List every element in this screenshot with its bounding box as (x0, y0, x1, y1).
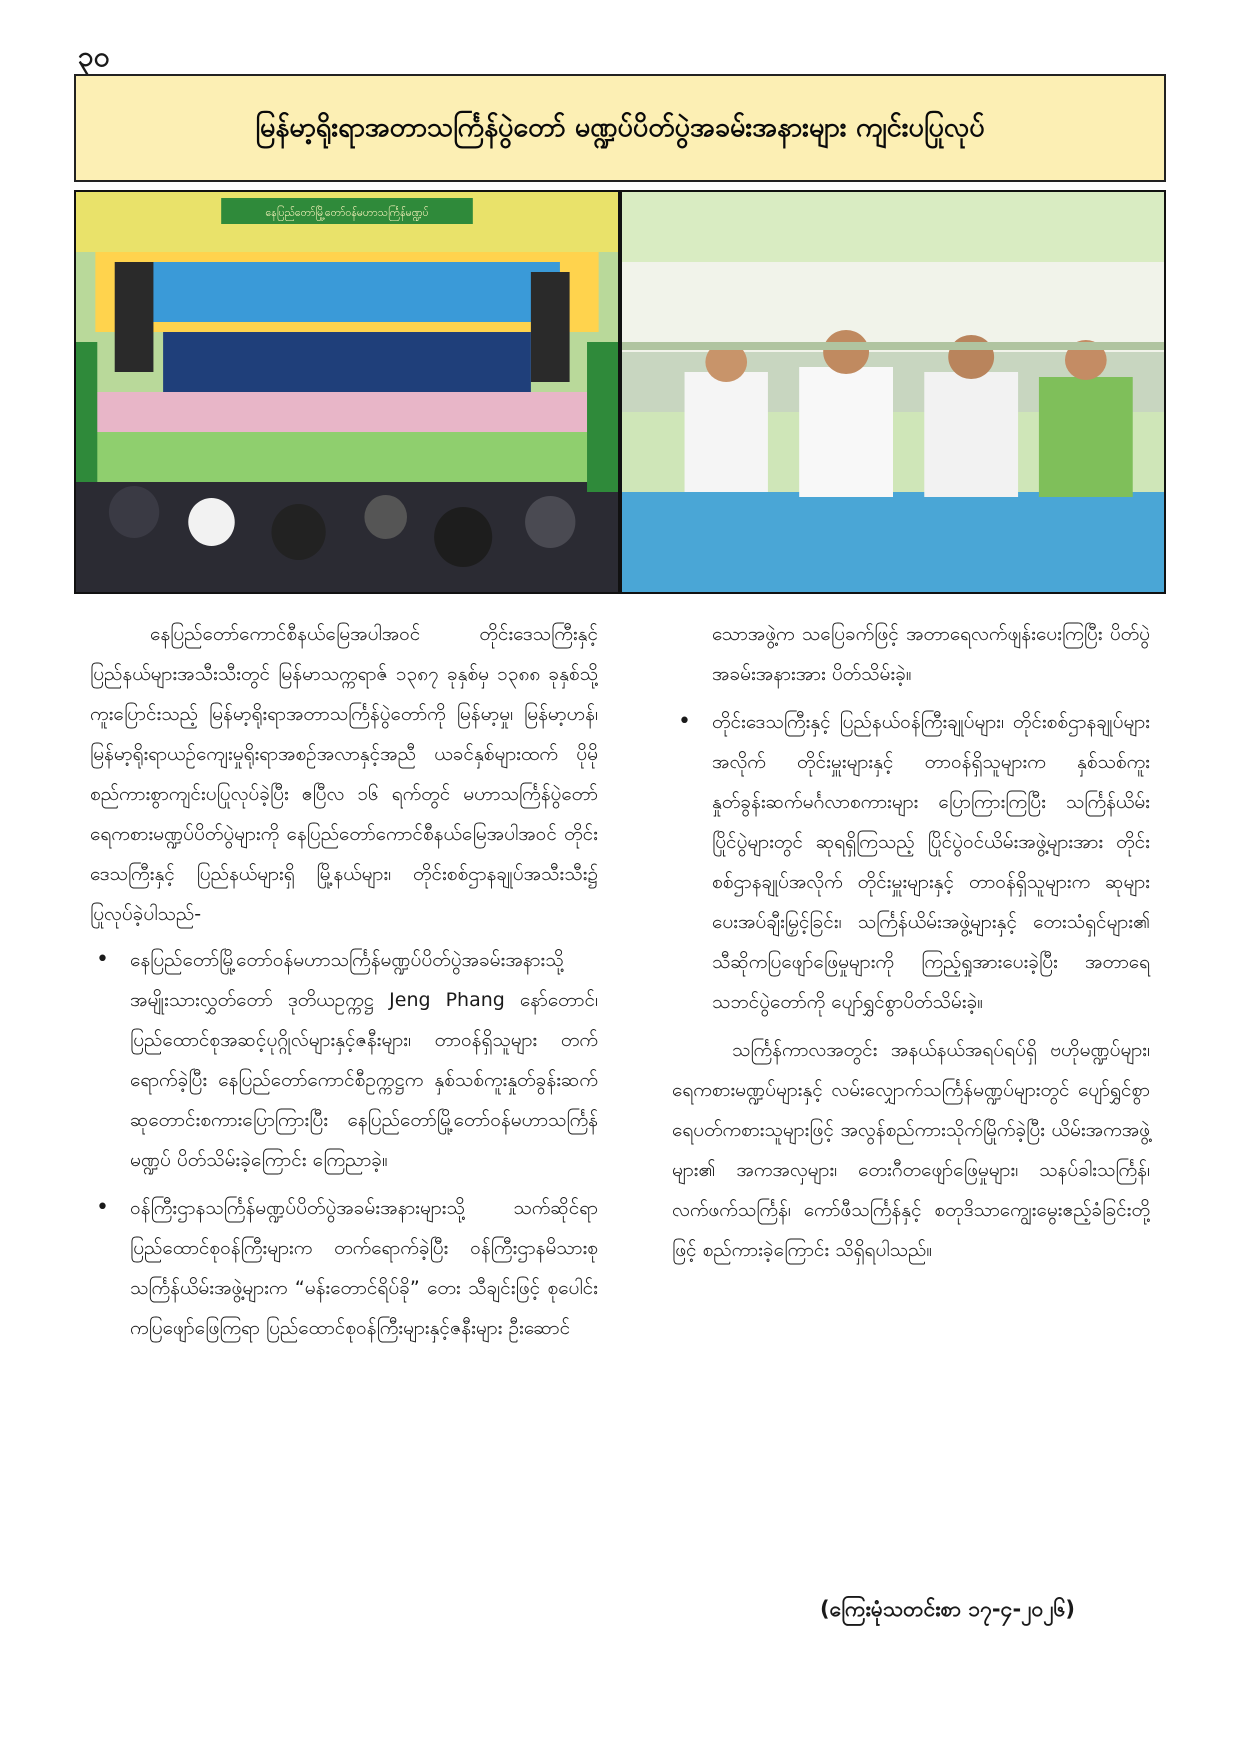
source-credit: (ကြေးမုံသတင်းစာ ၁၇-၄-၂၀၂၆) (820, 1597, 1076, 1621)
closing-paragraph: သင်္ကြန်ကာလအတွင်း အနယ်နယ်အရပ်ရပ်ရှိ ဗဟိုမဏ္ဍပ်များ၊ ရေကစားမဏ္ဍပ်များနှင့် လမ်းလျှောက်သင်္ကြန်မဏ္ဍပ်များတွင် ပျော်ရွှင်စွာ ရေပတ်ကစားသူများဖြင့် အလွန်စည်ကားသိုက်မြိုက်ခဲ့ပြီး ယိမ်းအကအဖွဲ့များ၏ အကအလှများ၊ တေးဂီတဖျော်ဖြေမှုများ၊ သနပ်ခါးသင်္ကြန်၊ လက်ဖက်သင်္ကြန်၊ ကော်ဖီသင်္ကြန်နှင့် စတုဒိသာကျွေးမွေးဧည့်ခံခြင်းတို့ဖြင့် စည်ကားခဲ့ကြောင်း သိရှိရပါသည်။ (672, 1039, 1150, 1261)
headline: မြန်မာ့ရိုးရာအတာသင်္ကြန်ပွဲတော် မဏ္ဍပ်ပိတ်ပွဲအခမ်းအနားများ ကျင်းပပြုလုပ် (255, 112, 985, 144)
officials-seated-photo (622, 192, 1164, 592)
officials-photo-illustration (622, 192, 1164, 592)
headline-box (74, 74, 1166, 182)
bullet-ministry-closing: • ဝန်ကြီးဌာနသင်္ကြန်မဏ္ဍပ်ပိတ်ပွဲအခမ်းအနားများသို့ သက်ဆိုင်ရာပြည်ထောင်စုဝန်ကြီးများက တက်ရောက်ခဲ့ပြီး ဝန်ကြီးဌာနမိသားစု သင်္ကြန်ယိမ်းအဖွဲ့များက “မန်းတောင်ရိပ်ခို” တေး သီချင်းဖြင့် စုပေါင်းကပြဖျော်ဖြေကြရာ ပြည်ထောင်စုဝန်ကြီးများနှင့်ဇနီးများ ဦးဆောင် (90, 1188, 598, 1348)
festival-stage-photo (76, 192, 618, 592)
bullet-regions-closing: • တိုင်းဒေသကြီးနှင့် ပြည်နယ်ဝန်ကြီးချုပ်များ၊ တိုင်းစစ်ဌာနချုပ်များအလိုက် တိုင်းမှူးများနှင့် တာဝန်ရှိသူများက နှစ်သစ်ကူးနှုတ်ခွန်းဆက်မင်္ဂလာစကားများ ပြောကြားကြပြီး သင်္ကြန်ယိမ်းပြိုင်ပွဲများတွင် ဆုရရှိကြသည့် ပြိုင်ပွဲဝင်ယိမ်းအဖွဲ့များအား တိုင်းစစ်ဌာနချုပ်အလိုက် တိုင်းမှူးများနှင့် တာဝန်ရှိသူများက ဆုများပေးအပ်ချီးမြှင့်ခြင်း၊ သင်္ကြန်ယိမ်းအဖွဲ့များနှင့် တေးသံရှင်များ၏ သီဆိုကပြဖျော်ဖြေမှုများကို ကြည့်ရှုအားပေးခဲ့ပြီး အတာရေသဘင်ပွဲတော်ကို ပျော်ရွှင်စွာပိတ်သိမ်းခဲ့။ (672, 702, 1150, 1022)
stage-banner-text: နေပြည်တော်မြို့တော်ဝန်မဟာသင်္ကြန်မဏ္ဍပ် (265, 205, 429, 220)
bullet-ministry-closing-continued: သောအဖွဲ့က သပြေခက်ဖြင့် အတာရေလက်ဖျန်းပေးကြပြီး ပိတ်ပွဲအခမ်းအနားအား ပိတ်သိမ်းခဲ့။ (712, 623, 1150, 685)
bullet-naypyitaw-closing: • နေပြည်တော်မြို့တော်ဝန်မဟာသင်္ကြန်မဏ္ဍပ်ပိတ်ပွဲအခမ်းအနားသို့ အမျိုးသားလွှတ်တော် ဒုတိယဥက္ကဋ္ဌ Jeng Phang နော်တောင်၊ ပြည်ထောင်စုအဆင့်ပုဂ္ဂိုလ်များနှင့်ဇနီးများ၊ တာဝန်ရှိသူများ တက်ရောက်ခဲ့ပြီး နေပြည်တော်ကောင်စီဥက္ကဋ္ဌက နှစ်သစ်ကူးနှုတ်ခွန်းဆက်ဆုတောင်းစကားပြောကြားပြီး နေပြည်တော်မြို့တော်ဝန်မဟာသင်္ကြန်မဏ္ဍပ် ပိတ်သိမ်းခဲ့ကြောင်း ကြေညာခဲ့။ (90, 940, 598, 1180)
photo-strip (74, 190, 1166, 594)
right-column (672, 614, 1150, 1276)
stage-photo-illustration (76, 192, 618, 592)
left-column (90, 614, 598, 1356)
page-number: ၃၀ (78, 40, 110, 73)
intro-paragraph: နေပြည်တော်ကောင်စီနယ်မြေအပါအဝင် တိုင်းဒေသကြီးနှင့် ပြည်နယ်များအသီးသီးတွင် မြန်မာသက္ကရာဇ် ၁၃၈၇ ခုနှစ်မှ ၁၃၈၈ ခုနှစ်သို့ ကူးပြောင်းသည့် မြန်မာ့ရိုးရာအတာသင်္ကြန်ပွဲတော်ကို မြန်မာ့မှု၊ မြန်မာ့ဟန်၊ မြန်မာ့ရိုးရာယဉ်ကျေးမှုရိုးရာအစဉ်အလာနှင့်အညီ ယခင်နှစ်များထက် ပိုမိုစည်ကားစွာကျင်းပပြုလုပ်ခဲ့ပြီး ဧပြီလ ၁၆ ရက်တွင် မဟာသင်္ကြန်ပွဲတော်ရေကစားမဏ္ဍပ်ပိတ်ပွဲများကို နေပြည်တော်ကောင်စီနယ်မြေအပါအဝင် တိုင်းဒေသကြီးနှင့် ပြည်နယ်များရှိ မြို့နယ်များ၊ တိုင်းစစ်ဌာနချုပ်အသီးသီး၌ ပြုလုပ်ခဲ့ပါသည်- (90, 623, 598, 925)
